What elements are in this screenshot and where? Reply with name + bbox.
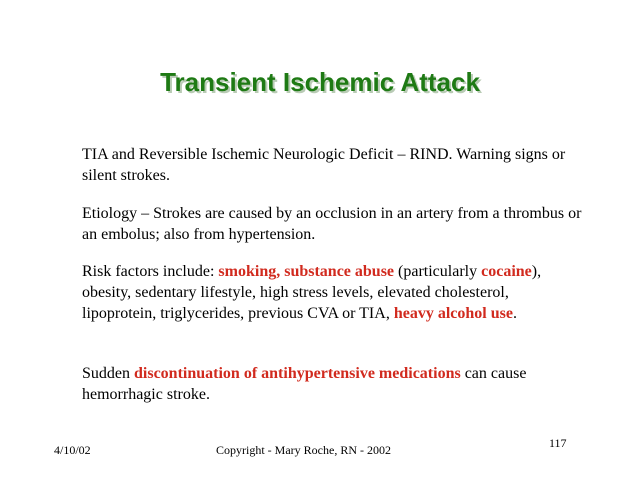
paragraph-etiology: Etiology – Strokes are caused by an occlusion in an artery from a thrombus or an embolus; also from hypertension. <box>82 205 582 243</box>
risk-factors-end: . <box>512 305 517 322</box>
paragraph-tia-definition: TIA and Reversible Ischemic Neurologic Deficit – RIND. Warning signs or silent strokes. <box>82 146 566 184</box>
highlight-heavy-alcohol-use: heavy alcohol use <box>393 305 513 322</box>
paragraph-risk-factors <box>82 261 582 324</box>
page-number: 117 <box>549 436 567 450</box>
highlight-discontinuation-medications: discontinuation of antihypertensive medications <box>134 365 461 382</box>
discontinuation-intro: Sudden <box>82 365 134 382</box>
risk-factors-intro: Risk factors include: <box>82 263 219 280</box>
discontinuation-end: can cause hemorrhagic stroke. <box>82 365 527 403</box>
risk-factors-text-2: ), obesity, sedentary lifestyle, high stress levels, elevated cholesterol, lipoprotein, triglycerides, previous CVA or TIA, <box>82 263 542 322</box>
risk-factors-text-1: (particularly <box>394 263 482 280</box>
paragraph-discontinuation <box>82 363 582 405</box>
highlight-cocaine: cocaine <box>481 263 532 280</box>
highlight-smoking-substance-abuse: smoking, substance abuse <box>218 263 395 280</box>
footer-copyright: Copyright - Mary Roche, RN - 2002 <box>216 443 391 457</box>
slide-title: Transient Ischemic Attack <box>160 67 480 97</box>
footer-date: 4/10/02 <box>54 443 91 457</box>
